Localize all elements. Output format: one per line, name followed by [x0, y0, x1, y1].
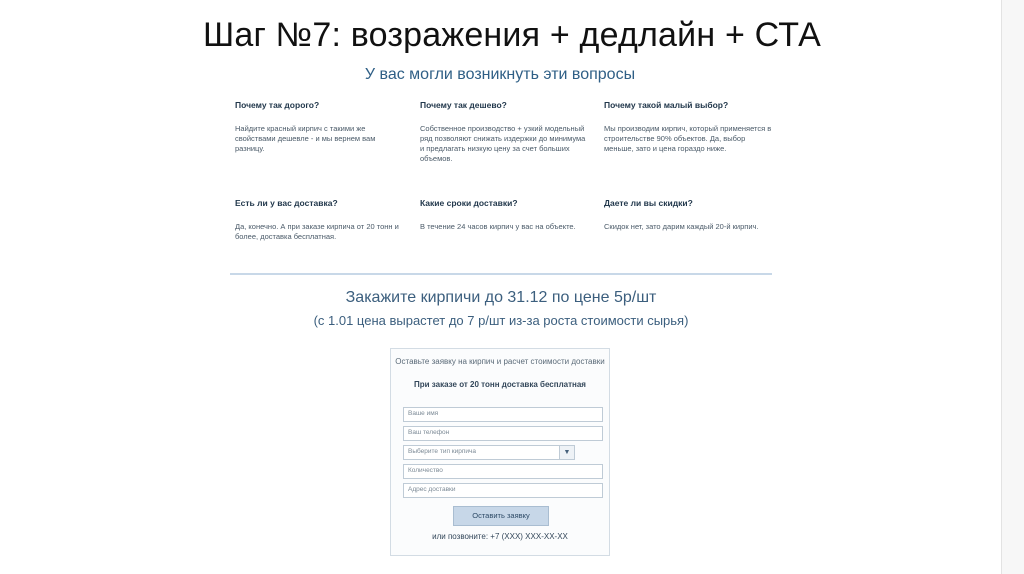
- address-input[interactable]: [403, 483, 603, 498]
- faq-question: Есть ли у вас доставка?: [235, 198, 338, 208]
- order-form: [390, 348, 610, 556]
- quantity-input[interactable]: [403, 464, 603, 479]
- form-intro: Оставьте заявку на кирпич и расчет стоимости доставки: [395, 357, 605, 366]
- faq-question: Почему так дорого?: [235, 100, 320, 110]
- faq-item: [420, 198, 590, 232]
- slide-edge: [1001, 0, 1024, 574]
- faq-question: Почему так дешево?: [420, 100, 507, 110]
- form-delivery-note: При заказе от 20 тонн доставка бесплатная: [414, 380, 586, 389]
- chevron-down-icon[interactable]: ▼: [559, 446, 574, 459]
- slide-title: Шаг №7: возражения + дедлайн + СТА: [202, 16, 822, 54]
- faq-answer: Мы производим кирпич, который применяется в строительстве 90% объектов. Да, выбор меньше, зато и цена гораздо ниже.: [604, 124, 772, 153]
- faq-item: [604, 198, 774, 232]
- faq-item: [604, 100, 774, 154]
- offer-subline: (с 1.01 цена вырастет до 7 р/шт из-за роста стоимости сырья): [313, 313, 689, 328]
- address-placeholder: Адрес доставки: [408, 486, 456, 493]
- phone-input[interactable]: [403, 426, 603, 441]
- name-placeholder: Ваше имя: [408, 410, 439, 417]
- faq-answer: Скидок нет, зато дарим каждый 20-й кирпич.: [604, 222, 759, 231]
- faq-heading: У вас могли возникнуть эти вопросы: [364, 66, 636, 83]
- faq-question: Какие сроки доставки?: [420, 198, 518, 208]
- brick-type-select[interactable]: [403, 445, 575, 460]
- faq-answer: Да, конечно. А при заказе кирпича от 20 тонн и более, доставка бесплатная.: [235, 222, 399, 241]
- offer-headline: Закажите кирпичи до 31.12 по цене 5р/шт: [345, 289, 657, 306]
- faq-item: [420, 100, 590, 164]
- faq-answer: В течение 24 часов кирпич у вас на объекте.: [420, 222, 576, 231]
- section-divider: [230, 273, 772, 275]
- faq-answer: Собственное производство + узкий модельный ряд позволяют снижать издержки до минимума и предлагать низкую цену за счет больших объемов.: [420, 124, 586, 163]
- faq-item: [235, 198, 405, 242]
- submit-request-button[interactable]: Оставить заявку: [453, 506, 549, 526]
- faq-answer: Найдите красный кирпич с такими же свойствами дешевле - и мы вернем вам разницу.: [235, 124, 376, 153]
- faq-question: Даете ли вы скидки?: [604, 198, 693, 208]
- brick-type-placeholder: Выберите тип кирпича: [408, 448, 477, 455]
- quantity-placeholder: Количество: [408, 467, 443, 474]
- faq-question: Почему такой малый выбор?: [604, 100, 729, 110]
- faq-item: [235, 100, 405, 154]
- name-input[interactable]: [403, 407, 603, 422]
- phone-placeholder: Ваш телефон: [408, 429, 450, 436]
- call-phone-text: или позвоните: +7 (XXX) XXX-XX-XX: [432, 532, 568, 541]
